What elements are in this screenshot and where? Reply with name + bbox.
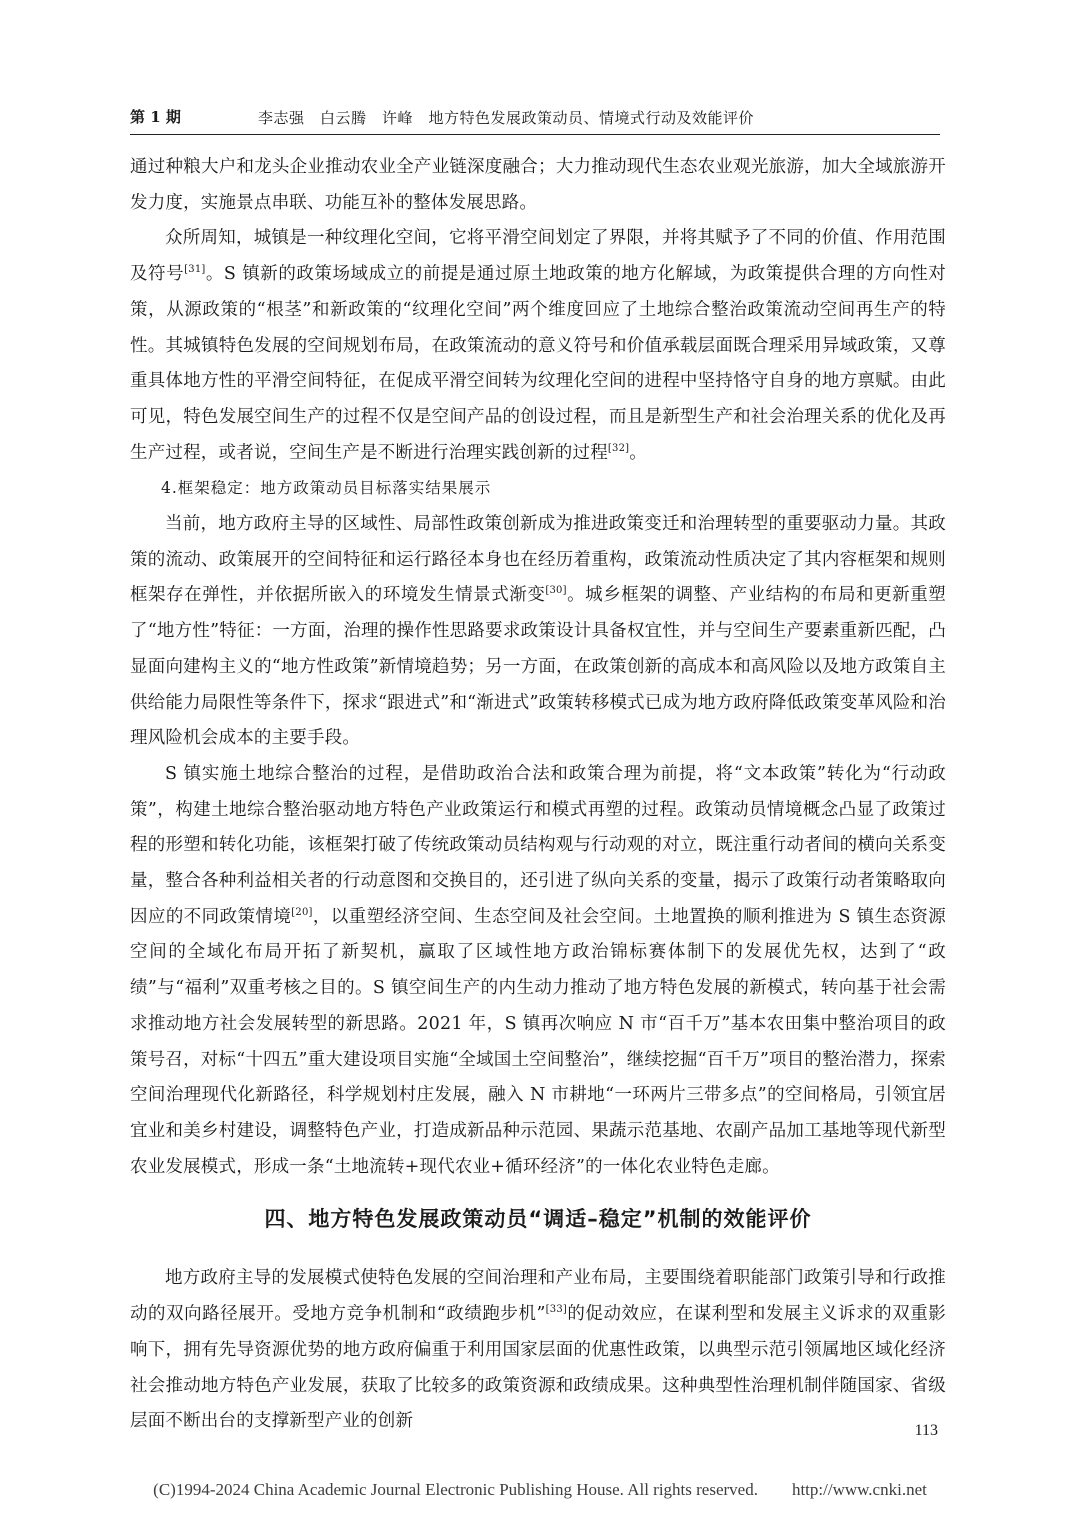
paragraph-text: 的促动效应，在谋利型和发展主义诉求的双重影响下，拥有先导资源优势的地方政府偏重于利用国家层面的优惠性政策，以典型示范引领属地区域化经济社会推动地方特色产业发展，获取了比较多的政策资源和政绩成果。这种典型性治理机制伴随国家、省级层面不断出台的支撑新型产业的创新 [130,1304,946,1432]
issue-number: 第 1 期 [130,108,181,126]
paragraph-text: 。城乡框架的调整、产业结构的布局和更新重塑了“地方性”特征：一方面，治理的操作性思路要求政策设计具备权宜性，并与空间生产要素重新匹配，凸显面向建构主义的“地方性政策”新情境趋势；另一方面，在政策创新的高成本和高风险以及地方政策自主供给能力局限性等条件下，探求“跟进式”和“渐进式”政策转移模式已成为地方政府降低政策变革风险和治理风险机会成本的主要手段。 [130,585,946,749]
paragraph-text: 众所周知，城镇是一种纹理化空间，它将平滑空间划定了界限，并将其赋予了不同的价值、作用范围及符号 [130,228,946,285]
subsection-heading: 4.框架稳定：地方政策动员目标落实结果展示 [161,479,492,498]
paragraph-continued: 通过种粮大户和龙头企业推动农业全产业链深度融合；大力推动现代生态农业观光旅游，加大全域旅游开发力度，实施景点串联、功能互补的整体发展思路。 [130,157,946,213]
citation-ref: [30] [545,585,567,597]
paragraph-text: 。S 镇新的政策场域成立的前提是通过原土地政策的地方化解域，为政策提供合理的方向性对策，从源政策的“根茎”和新政策的“纹理化空间”两个维度回应了土地综合整治政策流动空间再生产的特性。其城镇特色发展的空间规划布局，在政策流动的意义符号和价值承载层面既合理采用异域政策，又尊重具体地方性的平滑空间特征，在促成平滑空间转为纹理化空间的进程中坚持恪守自身的地方禀赋。由此可见，特色发展空间生产的过程不仅是空间产品的创设过程，而且是新型生产和社会治理关系的优化及再生产过程，或者说，空间生产是不断进行治理实践创新的过程 [130,264,946,463]
paragraph-text: ，以重塑经济空间、生态空间及社会空间。土地置换的顺利推进为 S 镇生态资源空间的全域化布局开拓了新契机，赢取了区域性地方政治锦标赛体制下的发展优先权，达到了“政绩”与“福利”双重考核之目的。S 镇空间生产的内生动力推动了地方特色发展的新模式，转向基于社会需求推动地方社会发展转型的新思路。2021 年，S 镇再次响应 N 市“百千万”基本农田集中整治项目的政策号召，对标“十四五”重大建设项目实施“全域国土空间整治”，继续挖掘“百千万”项目的整治潜力，探索空间治理现代化新路径，科学规划村庄发展，融入 N 市耕地“一环两片三带多点”的空间格局，引领宜居宜业和美乡村建设，调整特色产业，打造成新品种示范园、果蔬示范基地、农副产品加工基地等现代新型农业发展模式，形成一条“土地流转+现代农业+循环经济”的一体化农业特色走廊。 [130,906,946,1177]
paragraph-text: S 镇实施土地综合整治的过程，是借助政治合法和政策合理为前提，将“文本政策”转化为“行动政策”，构建土地综合整治驱动地方特色产业政策运行和模式再塑的过程。政策动员情境概念凸显了政策过程的形塑和转化功能，该框架打破了传统政策动员结构观与行动观的对立，既注重行动者间的横向关系变量，整合各种利益相关者的行动意图和交换目的，还引进了纵向关系的变量，揭示了政策行动者策略取向因应的不同政策情境 [130,763,946,927]
paragraph [130,1261,946,1440]
citation-ref: [31] [184,264,206,276]
page-number: 113 [914,1422,938,1439]
running-title: 李志强 白云腾 许峰 地方特色发展政策动员、情境式行动及效能评价 [258,109,755,127]
paragraph [130,757,946,1185]
paragraph-text: 当前，地方政府主导的区域性、局部性政策创新成为推进政策变迁和治理转型的重要驱动力量。其政策的流动、政策展开的空间特征和运行路径本身也在经历着重构，政策流动性质决定了其内容框架和规则框架存在弹性，并依据所嵌入的环境发生情景式渐变 [130,514,946,606]
paragraph [130,507,946,757]
section-heading: 四、地方特色发展政策动员“调适–稳定”机制的效能评价 [264,1207,812,1232]
citation-ref: [20] [291,906,313,918]
paragraph [130,221,946,471]
citation-ref: [32] [607,442,630,454]
citation-ref: [33] [545,1304,567,1316]
copyright-footer: (C)1994-2024 China Academic Journal Electronic Publishing House. All rights reserved. http://www.cnki.net [153,1480,927,1499]
paragraph-text: 。 [629,442,647,463]
running-header [130,104,940,135]
paragraph-text: 地方政府主导的发展模式使特色发展的空间治理和产业布局，主要围绕着职能部门政策引导和行政推动的双向路径展开。受地方竞争机制和“政绩跑步机” [130,1268,946,1325]
article-body [130,150,946,1440]
